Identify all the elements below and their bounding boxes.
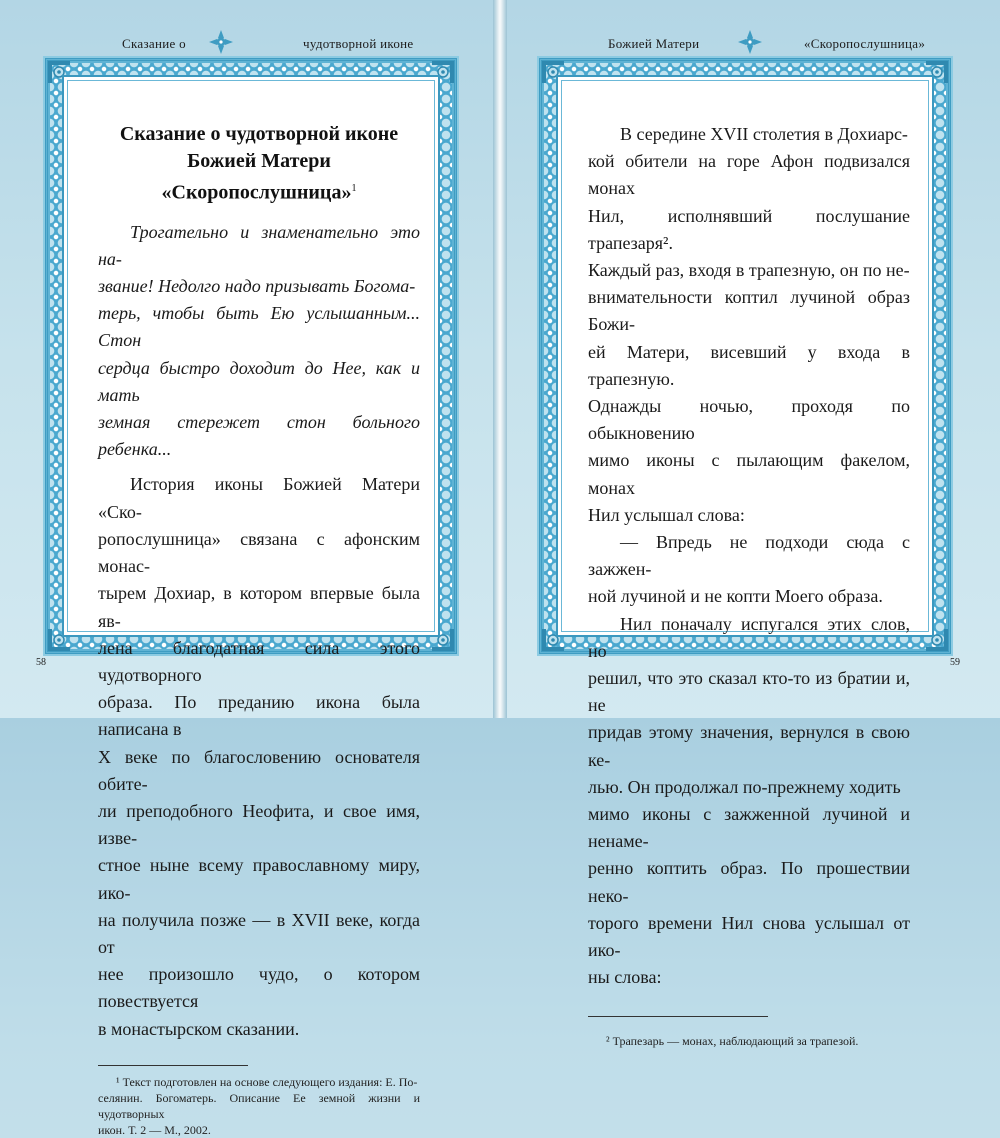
title-footnote-marker: 1 xyxy=(351,183,357,194)
text-panel xyxy=(556,75,934,1048)
body-line: лена благодатная сила этого чудотворного xyxy=(98,637,420,685)
cross-ornament-icon xyxy=(204,29,238,55)
body-line: придав этому значения, вернулся в свою ке- xyxy=(588,722,910,770)
intro-line: звание! Недолго надо призывать Богома- xyxy=(98,276,416,297)
chapter-title xyxy=(98,121,420,207)
footnote xyxy=(98,1074,420,1138)
ornamental-frame xyxy=(539,58,951,1048)
body-line: тырем Дохиар, в котором впервые была яв- xyxy=(98,583,420,631)
footnote-line: селянин. Богоматерь. Описание Ее земной жизни и чудотворных xyxy=(98,1090,420,1121)
body-line: ей Матери, висевший у входа в трапезную. xyxy=(588,341,910,389)
title-line-1: Сказание о чудотворной иконе xyxy=(119,123,399,145)
body-line: ны слова: xyxy=(588,967,662,988)
intro-line: земная стережет стон больного ребенка... xyxy=(98,412,420,460)
body-line: ренно коптить образ. По прошествии неко- xyxy=(588,858,910,906)
body-line: ной лучиной и не копти Моего образа. xyxy=(588,586,883,607)
body-line: стное ныне всему православному миру, ико- xyxy=(98,855,420,903)
ornamental-frame xyxy=(45,58,457,1137)
page-number: 59 xyxy=(950,657,960,668)
body-line: Нил поначалу испугался этих слов, но xyxy=(588,613,910,661)
body-line: образа. По преданию икона была написана в xyxy=(98,692,420,740)
running-head-left: Сказание о xyxy=(122,36,186,51)
body-line: ропослушница» связана с афонским монас- xyxy=(98,528,420,577)
running-head-left: Божией Матери xyxy=(608,36,700,51)
running-head-right: «Скоропослушница» xyxy=(804,36,926,51)
body-line: в монастырском сказании. xyxy=(98,1018,300,1039)
body-line: Нил услышал слова: xyxy=(588,504,745,525)
body-line: В середине XVII столетия в Дохиарс- xyxy=(620,124,908,144)
body-line: — Впредь не подходи сюда с зажжен- xyxy=(588,532,910,580)
body-line: нее произошло чудо, о котором повествуется xyxy=(98,964,420,1012)
book-gutter xyxy=(493,0,507,718)
body-line: Однажды ночью, проходя по обыкновению xyxy=(588,396,910,444)
intro-paragraph xyxy=(98,219,420,464)
text-panel xyxy=(62,75,440,1137)
body-line: на получила позже — в XVII веке, когда от xyxy=(98,909,420,957)
right-page xyxy=(507,0,1000,1048)
body-paragraph xyxy=(98,471,420,1042)
body-line: внимательности коптил лучиной образ Божи- xyxy=(588,287,910,335)
body-line: История иконы Божией Матери «Ско- xyxy=(98,474,420,522)
body-line: Каждый раз, входя в трапезную, он по не- xyxy=(588,260,910,281)
footnote xyxy=(588,1033,910,1049)
body-line: кой обители на горе Афон подвизался монах xyxy=(588,151,910,199)
body-line: Нил, исполнявший послушание трапезаря². xyxy=(588,205,910,253)
body-line: мимо иконы с пылающим факелом, монах xyxy=(588,450,910,498)
body-line: мимо иконы с зажженной лучиной и ненаме- xyxy=(588,804,910,852)
body-line: лью. Он продолжал по-прежнему ходить xyxy=(588,776,901,797)
body-line: X веке по благословению основателя обите- xyxy=(98,746,420,794)
footnote-line: ¹ Текст подготовлен на основе следующего издания: Е. По- xyxy=(116,1074,418,1089)
title-line-2: Божией Матери «Скоропослушница» xyxy=(161,150,352,204)
body-paragraph xyxy=(588,121,910,992)
footnote-line: ² Трапезарь — монах, наблюдающий за трапезой. xyxy=(606,1033,859,1048)
intro-line: терь, чтобы быть Ею услышанным... Стон xyxy=(98,303,420,351)
body-line: решил, что это сказал кто-то из братии и, не xyxy=(588,668,910,716)
running-head-right: чудотворной иконе xyxy=(303,36,414,51)
intro-line: Трогательно и знаменательно это на- xyxy=(98,221,420,269)
body-line: ли преподобного Неофита, и свое имя, изве- xyxy=(98,800,420,849)
body-line: торого времени Нил снова услышал от ико- xyxy=(588,912,910,961)
page-number: 58 xyxy=(36,657,46,668)
cross-ornament-icon xyxy=(733,29,767,55)
footnote-line: икон. Т. 2 — М., 2002. xyxy=(98,1122,211,1137)
intro-line: сердца быстро доходит до Нее, как и мать xyxy=(98,357,420,405)
left-page xyxy=(0,0,493,1137)
